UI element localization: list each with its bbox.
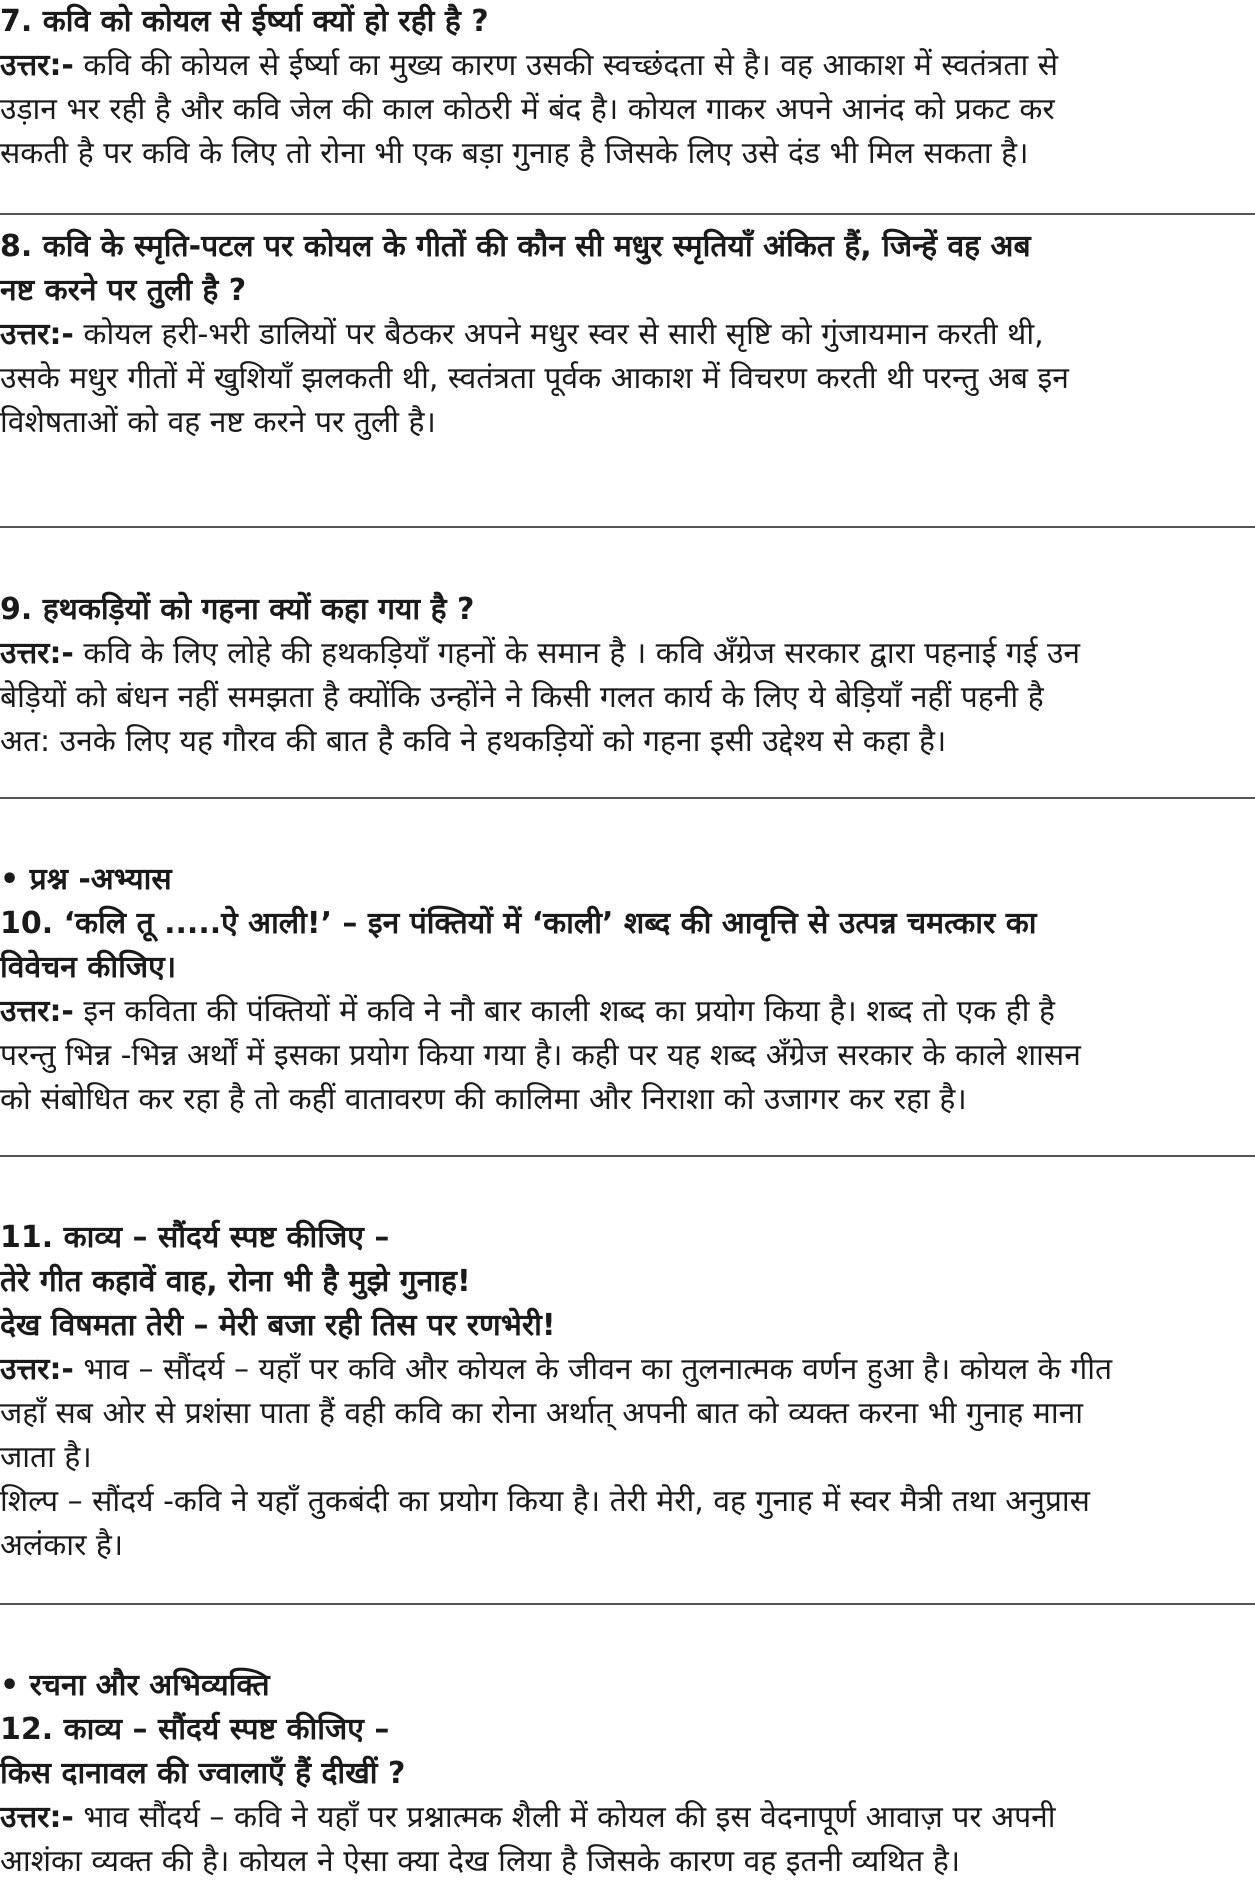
answer-label: उत्तर:- — [0, 48, 74, 83]
answer-8-line-1: उत्तर:- कोयल हरी-भरी डालियों पर बैठकर अपने मधुर स्वर से सारी सृष्टि को गुंजायमान करती थी, — [0, 317, 1044, 352]
answer-9-line-1: उत्तर:- कवि के लिए लोहे की हथकड़ियाँ गहनों के समान है । कवि अँग्रेज सरकार द्वारा पहनाई गई उन — [0, 636, 1081, 671]
answer-8-line-2: उसके मधुर गीतों में खुशियाँ झलकती थी, स्वतंत्रता पूर्वक आकाश में विचरण करती थी परन्तु अब इन — [0, 361, 1069, 396]
section-heading-abhyas: • प्रश्न -अभ्यास — [0, 862, 172, 897]
answer-label: उत्तर:- — [0, 1352, 74, 1387]
answer-label: उत्तर:- — [0, 1800, 74, 1835]
answer-9-line-2: बेड़ियों को बंधन नहीं समझता है क्योंकि उन्होंने ने किसी गलत कार्य के लिए ये बेड़ियाँ नहीं पहनी है — [0, 680, 1044, 715]
divider — [0, 1155, 1255, 1157]
question-block-9 — [0, 588, 1230, 764]
question-10-title-line-1: 10. ‘कलि तू .....ऐ आली!’ – इन पंक्तियों में ‘काली’ शब्द की आवृत्ति से उत्पन्न चमत्कार का — [0, 906, 1037, 941]
answer-8-line-3: विशेषताओं को वह नष्ट करने पर तुली है। — [0, 405, 436, 440]
question-7-title: 7. कवि को कोयल से ईर्ष्या क्यों हो रही है ? — [0, 4, 489, 39]
answer-11-line-3: जाता है। — [0, 1440, 92, 1475]
answer-10-line-3: को संबोधित कर रहा है तो कहीं वातावरण की कालिमा और निराशा को उजागर कर रहा है। — [0, 1082, 967, 1117]
question-block-8 — [0, 225, 1230, 445]
question-block-10 — [0, 858, 1230, 1122]
answer-9-line-3: अत: उनके लिए यह गौरव की बात है कवि ने हथकड़ियों को गहना इसी उद्देश्य से कहा है। — [0, 724, 947, 759]
question-11-title: 11. काव्य – सौंदर्य स्पष्ट कीजिए – — [0, 1220, 390, 1255]
question-11-verse-line-1: तेरे गीत कहावें वाह, रोना भी है मुझे गुनाह! — [0, 1264, 471, 1299]
divider — [0, 797, 1255, 799]
question-block-12 — [0, 1664, 1230, 1884]
question-9-title: 9. हथकड़ियों को गहना क्यों कहा गया है ? — [0, 592, 475, 627]
answer-11-line-2: जहाँ सब ओर से प्रशंसा पाता हैं वही कवि का रोना अर्थात् अपनी बात को व्यक्त करना भी गुनाह माना — [0, 1396, 1084, 1431]
question-12-verse: किस दानावल की ज्वालाएँ हैं दीखीं ? — [0, 1756, 406, 1791]
answer-11-line-5: अलंकार है। — [0, 1528, 124, 1563]
question-10-title-line-2: विवेचन कीजिए। — [0, 950, 177, 985]
answer-11-line-1: उत्तर:- भाव – सौंदर्य – यहाँ पर कवि और कोयल के जीवन का तुलनात्मक वर्णन हुआ है। कोयल के गीत — [0, 1352, 1113, 1387]
answer-label: उत्तर:- — [0, 994, 74, 1029]
question-block-11 — [0, 1216, 1230, 1568]
question-12-title: 12. काव्य – सौंदर्य स्पष्ट कीजिए – — [0, 1712, 390, 1747]
divider — [0, 526, 1255, 528]
question-block-7 — [0, 0, 1230, 176]
divider — [0, 1603, 1255, 1605]
answer-12-line-2: आशंका व्यक्त की है। कोयल ने ऐसा क्या देख लिया है जिसके कारण वह इतनी व्यथित है। — [0, 1844, 961, 1879]
question-8-title-line-1: 8. कवि के स्मृति-पटल पर कोयल के गीतों की कौन सी मधुर स्मृतियाँ अंकित हैं, जिन्हें वह अब — [0, 229, 1031, 264]
question-11-verse-line-2: देख विषमता तेरी – मेरी बजा रही तिस पर रणभेरी! — [0, 1308, 556, 1343]
section-heading-rachna: • रचना और अभिव्यक्ति — [0, 1668, 270, 1703]
answer-label: उत्तर:- — [0, 317, 74, 352]
answer-7-line-1: उत्तर:- कवि की कोयल से ईर्ष्या का मुख्य कारण उसकी स्वच्छंदता से है। वह आकाश में स्वतंत्रता से — [0, 48, 1059, 83]
question-8-title-line-2: नष्ट करने पर तुली है ? — [0, 273, 247, 308]
answer-10-line-2: परन्तु भिन्न -भिन्न अर्थों में इसका प्रयोग किया गया है। कही पर यह शब्द अँग्रेज सरकार के काले शासन — [0, 1038, 1081, 1073]
answer-11-line-4: शिल्प – सौंदर्य -कवि ने यहाँ तुकबंदी का प्रयोग किया है। तेरी मेरी, वह गुनाह में स्वर मैत्री तथा अनुप्रास — [0, 1484, 1090, 1519]
divider — [0, 213, 1255, 215]
answer-10-line-1: उत्तर:- इन कविता की पंक्तियों में कवि ने नौ बार काली शब्द का प्रयोग किया है। शब्द तो एक ही है — [0, 994, 1055, 1029]
answer-7-line-2: उड़ान भर रही है और कवि जेल की काल कोठरी में बंद है। कोयल गाकर अपने आनंद को प्रकट कर — [0, 92, 1055, 127]
answer-12-line-1: उत्तर:- भाव सौंदर्य – कवि ने यहाँ पर प्रश्नात्मक शैली में कोयल की इस वेदनापूर्ण आवाज़ पर अपनी — [0, 1800, 1056, 1835]
answer-label: उत्तर:- — [0, 636, 74, 671]
answer-7-line-3: सकती है पर कवि के लिए तो रोना भी एक बड़ा गुनाह है जिसके लिए उसे दंड भी मिल सकता है। — [0, 136, 1029, 171]
